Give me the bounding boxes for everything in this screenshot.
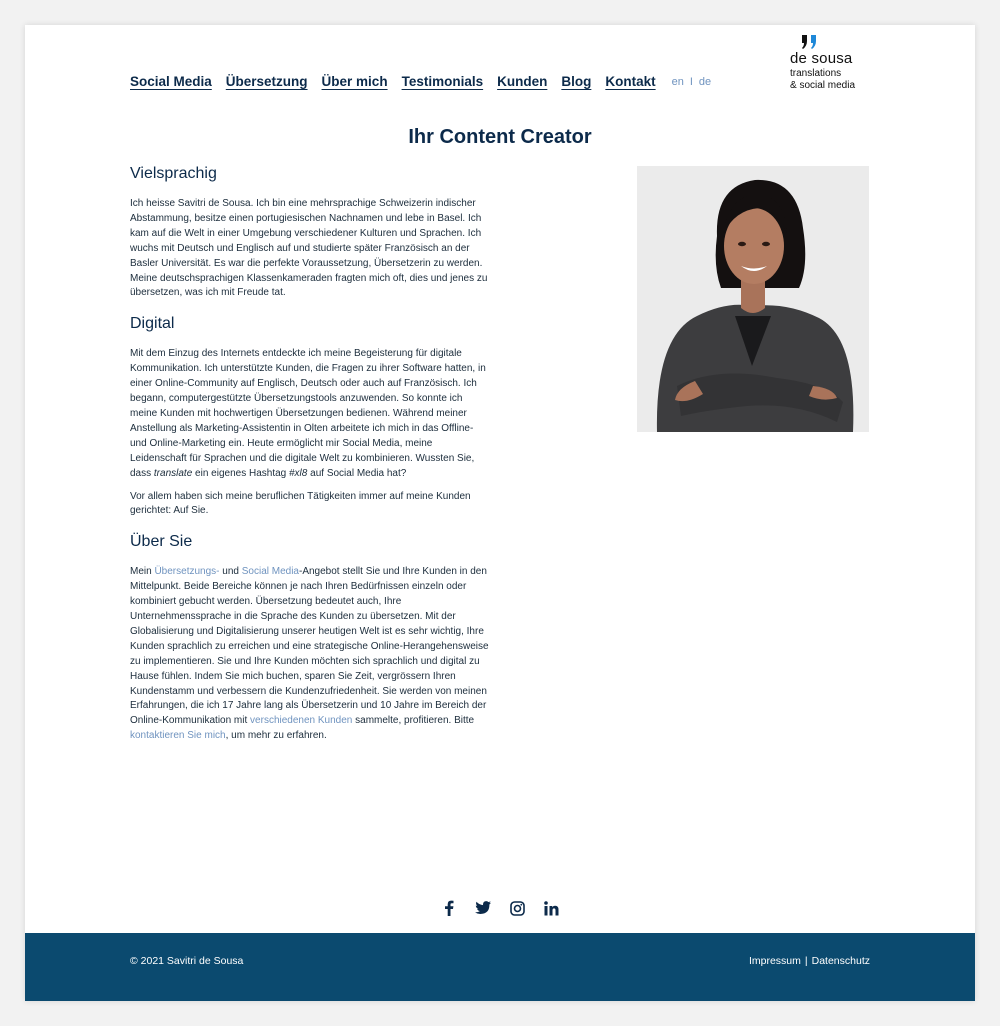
footer-impressum-link[interactable]: Impressum [748,955,801,967]
link-kontakt[interactable]: kontaktieren Sie mich [130,730,226,742]
page [25,25,975,1001]
nav-kontakt[interactable]: Kontakt [605,74,656,89]
nav-kunden[interactable]: Kunden [497,74,548,89]
section-heading: Über Sie [130,533,193,551]
footer-links [749,955,870,967]
link-social-media[interactable]: Social Media [241,566,299,578]
portrait-illustration [637,166,869,432]
page-title: Ihr Content Creator [408,126,592,148]
emphasis-translate: translate [153,467,193,479]
section-paragraph: Ich heisse Savitri de Sousa. Ich bin eine mehrsprachige Schweizerin indischer Abstammung, besitze einen portugiesischen Nachnamen und lebe in Basel. Ich kam auf die Welt in einer Umgebung verschiedener Kulturen und Sprachen. Ich wuchs mit Deutsch und Englisch auf und studierte später Französisch an der Basler Universität. Es war die perfekte Voraussetzung, Übersetzerin zu werden. Meine deutschsprachigen Klassenkameraden fragten mich oft, dies und jenes zu übersetzen, was ich mit Freude tat. [130,198,488,299]
main-nav [130,74,711,89]
footer-separator: | [804,955,808,967]
main-content [130,165,490,758]
footer-datenschutz-link[interactable]: Datenschutz [811,955,870,967]
section-heading: Vielsprachig [130,165,217,182]
section-digital [130,315,490,519]
quote-mark-icon [801,35,821,49]
facebook-icon[interactable] [440,899,458,917]
emphasis-hashtag: #xl8 [289,467,308,479]
language-switcher [672,76,712,88]
nav-testimonials[interactable]: Testimonials [401,74,484,89]
twitter-icon[interactable] [474,899,492,917]
portrait-photo [637,166,869,432]
lang-separator: I [689,75,693,88]
nav-ueber-mich[interactable]: Über mich [321,74,388,89]
section-ueber-sie [130,533,490,744]
logo-tagline-2: & social media [790,80,856,91]
linkedin-icon[interactable] [542,899,560,917]
lang-de[interactable]: de [698,75,712,88]
link-kunden[interactable]: verschiedenen Kunden [250,715,353,727]
section-paragraph: Vor allem haben sich meine beruflichen Tätigkeiten immer auf meine Kunden gerichtet: Auf Sie. [130,490,471,517]
instagram-icon[interactable] [508,899,526,917]
lang-en[interactable]: en [671,75,684,88]
nav-blog[interactable]: Blog [561,74,592,89]
section-paragraph: Mein Übersetzungs- und Social Media-Angebot stellt Sie und Ihre Kunden in den Mittelpunkt. Beide Bereiche können je nach Ihren Bedürfnissen einzeln oder kombiniert gebucht werden. Übersetzung bedeutet auch, Ihre Unternehmenssprache in die Sprache des Kunden zu übersetzen. Mit der Globalisierung und Digitalisierung unserer heutigen Welt ist es sehr wichtig, Ihre Kunden sprachlich zu erreichen und eine strategische Online-Herangehensweise zu implementieren. Sie und Ihre Kunden möchten sich sprachlich und digital zu Hause fühlen. Indem Sie mich buchen, sparen Sie Zeit, vergrössern Ihren Kundenstamm und verbessern die Kundenzufriedenheit. Sie werden von meinen Erfahrungen, die ich 17 Jahre lang als Übersetzerin und 10 Jahre im Bereich der Online-Kommunikation mit verschiedenen Kunden sammelte, profitieren. Bitte kontaktieren Sie mich, um mehr zu erfahren. [130,566,489,742]
logo-name: de sousa [790,50,853,67]
footer [25,933,975,1001]
section-paragraph: Mit dem Einzug des Internets entdeckte ich meine Begeisterung für digitale Kommunikation. Ich unterstützte Kunden, die Fragen zu ihrer Software hatten, in einer Online-Community auf Englisch, Deutsch oder auch auf Französisch. Ich begann, computergestützte Übersetzungstools anzuwenden. So konnte ich meine Kunden mit hochwertigen Übersetzungen bedienen. Während meiner Anstellung als Marketing-Assistentin in Olten arbeitete ich mich in das Offline- und Online-Marketing ein. Heute ermöglicht mir Social Media, meine Leidenschaft für Sprachen und die digitale Welt zu kombinieren. Wussten Sie, dass translate ein eigenes Hashtag #xl8 auf Social Media hat? [130,348,486,479]
nav-social-media[interactable]: Social Media [130,74,212,89]
section-vielsprachig [130,165,490,301]
logo-tagline-1: translations [790,68,842,79]
section-heading: Digital [130,315,175,333]
social-links [25,899,975,917]
link-uebersetzung[interactable]: Übersetzungs- [154,566,220,578]
nav-uebersetzung[interactable]: Übersetzung [225,74,308,89]
footer-copyright: © 2021 Savitri de Sousa [130,955,244,967]
